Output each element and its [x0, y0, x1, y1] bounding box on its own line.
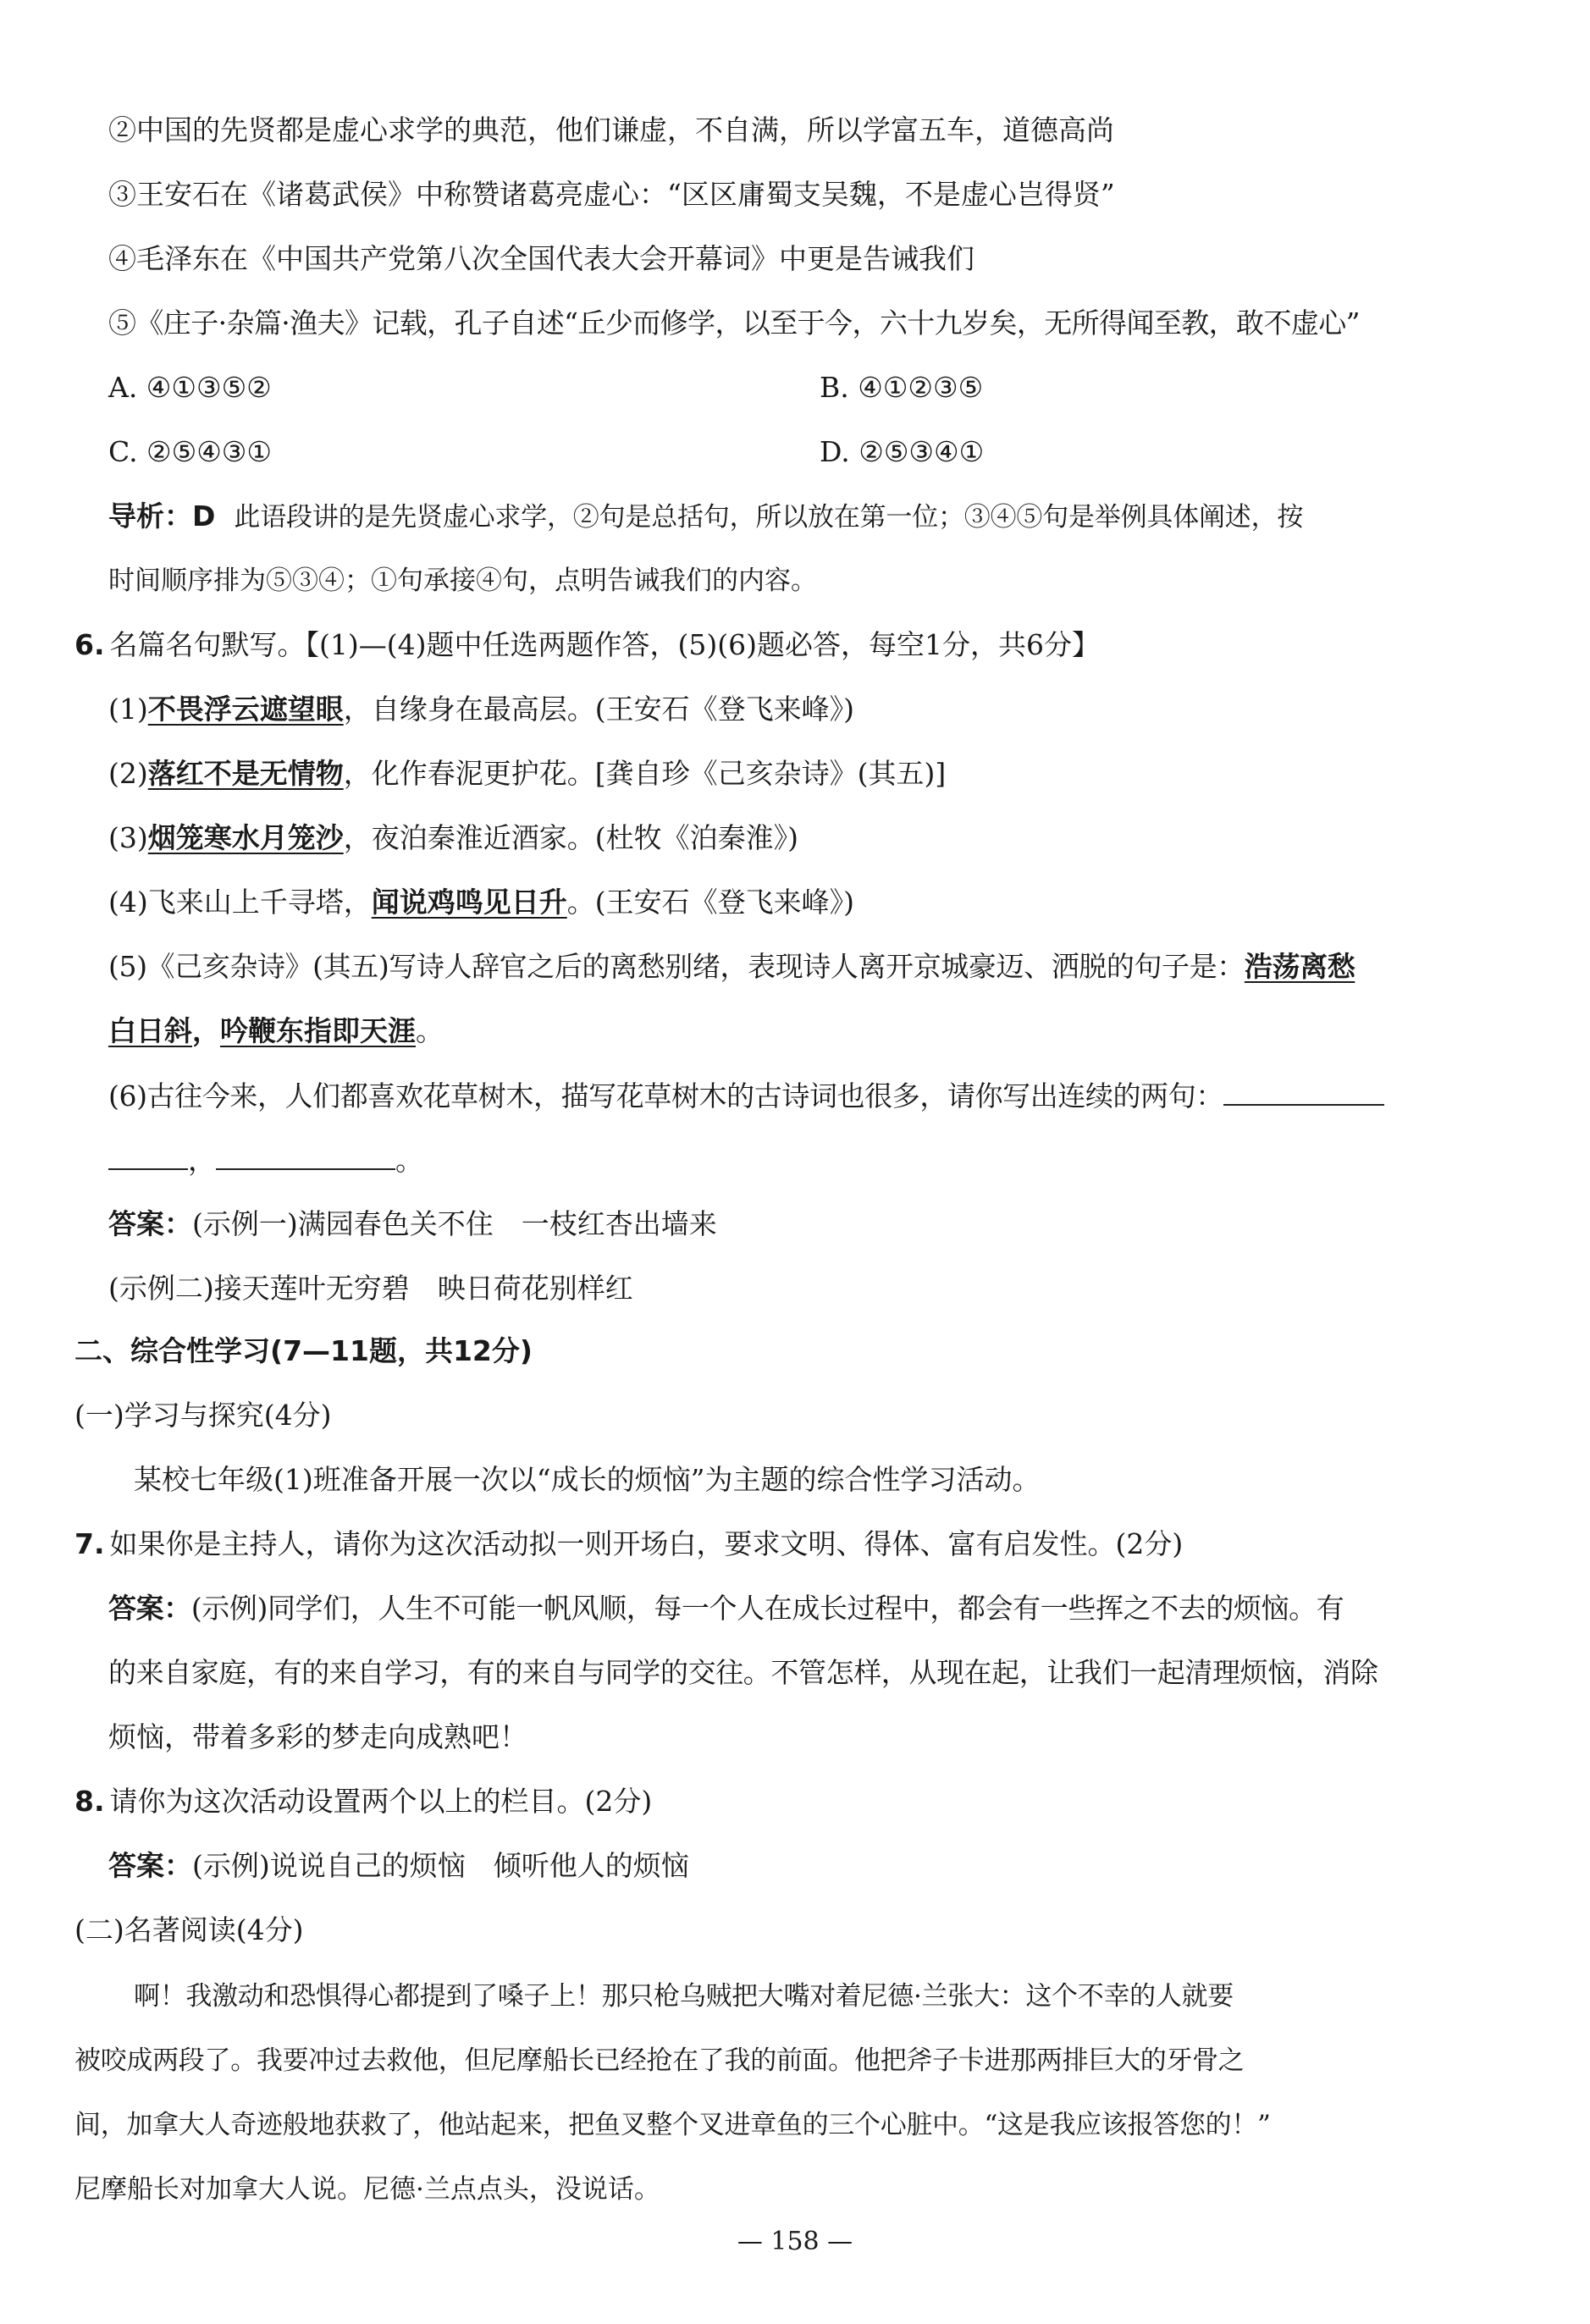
section-2-part-1-title: (一)学习与探究(4分) [75, 1399, 332, 1432]
q5-option-b: B. ④①②③⑤ [820, 371, 984, 404]
q6-answer-line-2: (示例二)接天莲叶无穷碧 映日荷花别样红 [108, 1272, 633, 1305]
item-4-answer: 闻说鸡鸣见日升 [371, 886, 567, 919]
item-3-answer: 烟笼寒水月笼沙 [147, 821, 344, 854]
q7-answer-line-2: 的来自家庭，有的来自学习，有的来自与同学的交往。不管怎样，从现在起，让我们一起清理烦恼，消除 [108, 1656, 1378, 1689]
q7-title-text: 如果你是主持人，请你为这次活动拟一则开场白，要求文明、得体、富有启发性。(2分) [109, 1527, 1184, 1560]
q7-answer-line-1 [108, 1588, 1344, 1629]
item-2-answer: 落红不是无情物 [147, 757, 344, 790]
section-2-intro: 某校七年级(1)班准备开展一次以“成长的烦恼”为主题的综合性学习活动。 [134, 1463, 1041, 1496]
item-4-rest: 。(王安石《登飞来峰》) [566, 886, 854, 919]
q8-answer-text: (示例)说说自己的烦恼 倾听他人的烦恼 [192, 1849, 689, 1882]
q6-title-text: 名篇名句默写。【(1)—(4)题中任选两题作答，(5)(6)题必答，每空1分，共6分】 [109, 628, 1100, 661]
q6-number: 6. [75, 628, 105, 661]
q8-answer-label: 答案： [108, 1849, 192, 1882]
item-6-blank-1[interactable] [1223, 1075, 1384, 1106]
item-6-blank-2[interactable] [216, 1140, 395, 1170]
q7-number: 7. [75, 1527, 105, 1560]
item-6-blank-1-cont[interactable] [108, 1140, 188, 1170]
q5-option-a: A. ④①③⑤② [108, 371, 272, 404]
item-2-index: (2) [108, 757, 148, 790]
passage-line-1: 啊！我激动和恐惧得心都提到了嗓子上！那只枪乌贼把大嘴对着尼德·兰张大：这个不幸的人就要 [134, 1981, 1234, 2012]
q8-title-text: 请你为这次活动设置两个以上的栏目。(2分) [109, 1785, 653, 1818]
q6-answer-line-1 [108, 1204, 717, 1245]
part-2-title: (二)名著阅读(4分) [75, 1913, 304, 1946]
passage-line-3: 间，加拿大人奇迹般地获救了，他站起来，把鱼叉整个叉进章鱼的三个心脏中。“这是我应该报答您的！” [75, 2110, 1271, 2140]
q6-title [75, 625, 1100, 665]
q6-item-1 [108, 689, 854, 730]
q5-analysis-line-2: 时间顺序排为⑤③④；①句承接④句，点明告诫我们的内容。 [108, 566, 817, 596]
q5-sentence-4: ④毛泽东在《中国共产党第八次全国代表大会开幕词》中更是告诫我们 [108, 242, 974, 275]
item-5-answer-part-2: 白日斜 [108, 1014, 192, 1047]
q5-sentence-3: ③王安石在《诸葛武侯》中称赞诸葛亮虚心：“区区庸蜀支吴魏，不是虚心岂得贤” [108, 178, 1115, 211]
q6-answer-label: 答案： [108, 1207, 192, 1240]
q6-item-5-line-2 [108, 1011, 444, 1052]
item-5-separator: ， [192, 1014, 220, 1047]
item-4-prefix: (4)飞来山上千寻塔， [108, 886, 372, 919]
q5-option-c: C. ②⑤④③① [108, 435, 272, 468]
item-5-answer-part-3: 吟鞭东指即天涯 [220, 1014, 416, 1047]
item-3-index: (3) [108, 821, 148, 854]
q7-answer-line-3: 烦恼，带着多彩的梦走向成熟吧！ [108, 1720, 527, 1753]
item-5-answer-part-1: 浩荡离愁 [1244, 950, 1355, 983]
item-6-text: (6)古往今来，人们都喜欢花草树木，描写花草树木的古诗词也很多，请你写出连续的两句： [108, 1079, 1223, 1112]
item-6-separator: ， [188, 1144, 216, 1177]
q5-sentence-2: ②中国的先贤都是虚心求学的典范，他们谦虚，不自满，所以学富五车，道德高尚 [108, 113, 1114, 146]
analysis-text: 此语段讲的是先贤虚心求学，②句是总括句，所以放在第一位；③④⑤句是举例具体阐述，按 [234, 502, 1304, 533]
q6-answer-example-1: (示例一)满园春色关不住 一枝红杏出墙来 [192, 1207, 717, 1240]
item-1-answer: 不畏浮云遮望眼 [147, 693, 344, 726]
section-2-title: 二、综合性学习(7—11题，共12分) [75, 1334, 533, 1367]
q6-item-6-line-2 [108, 1140, 423, 1181]
q5-option-d: D. ②⑤③④① [820, 435, 985, 468]
item-5-text: (5)《己亥杂诗》(其五)写诗人辞官之后的离愁别绪，表现诗人离开京城豪迈、洒脱的句子是： [108, 950, 1245, 983]
q6-item-5-line-1 [108, 947, 1355, 987]
item-1-index: (1) [108, 693, 148, 726]
q6-item-6-line-1 [108, 1075, 1384, 1117]
q5-sentence-5: ⑤《庄子·杂篇·渔夫》记载，孔子自述“丘少而修学，以至于今，六十九岁矣，无所得闻至教，敢不虚心” [108, 306, 1360, 339]
item-2-rest: ，化作春泥更护花。[龚自珍《己亥杂诗》(其五)] [343, 757, 947, 790]
passage-line-2: 被咬成两段了。我要冲过去救他，但尼摩船长已经抢在了我的前面。他把斧子卡进那两排巨大的牙骨之 [75, 2045, 1245, 2076]
q7-answer-text-1: (示例)同学们，人生不可能一帆风顺，每一个人在成长过程中，都会有一些挥之不去的烦恼。有 [190, 1592, 1344, 1625]
q7-answer-label: 答案： [108, 1592, 191, 1625]
page-number: — 158 — [737, 2227, 853, 2256]
q6-item-2 [108, 754, 946, 794]
item-5-end: 。 [416, 1014, 444, 1047]
q6-item-4 [108, 882, 854, 923]
item-3-rest: ，夜泊秦淮近酒家。(杜牧《泊秦淮》) [343, 821, 798, 854]
q8-title [75, 1781, 652, 1822]
analysis-answer: D [192, 500, 216, 533]
item-1-rest: ，自缘身在最高层。(王安石《登飞来峰》) [343, 693, 854, 726]
q7-title [75, 1524, 1183, 1565]
q6-item-3 [108, 818, 798, 858]
q5-analysis-line-1 [108, 496, 1303, 538]
q8-number: 8. [75, 1785, 105, 1818]
analysis-label: 导析： [108, 500, 192, 533]
passage-line-4: 尼摩船长对加拿大人说。尼德·兰点点头，没说话。 [75, 2174, 660, 2205]
item-6-end: 。 [395, 1144, 423, 1177]
q8-answer-line [108, 1846, 689, 1886]
